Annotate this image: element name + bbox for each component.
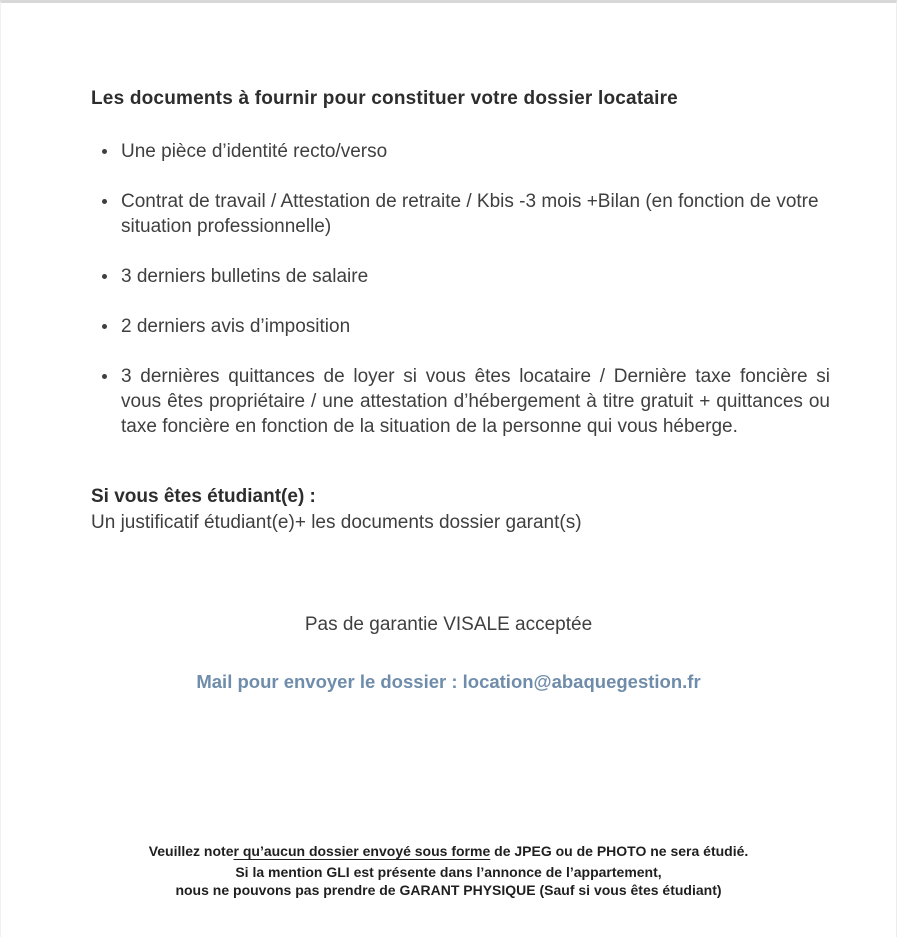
list-item xyxy=(91,189,830,239)
page-title: Les documents à fournir pour constituer votre dossier locataire xyxy=(91,88,678,109)
footer-line-1-suffix: de JPEG ou de PHOTO ne sera étudié. xyxy=(490,843,749,859)
list-item xyxy=(91,139,830,164)
bullet-icon xyxy=(102,374,107,379)
list-item xyxy=(91,364,830,439)
bullet-icon xyxy=(102,324,107,329)
list-item-text: Contrat de travail / Attestation de retraite / Kbis -3 mois +Bilan (en fonction de votre situation professionnelle) xyxy=(121,191,819,237)
list-item xyxy=(91,264,830,289)
mail-instruction: Mail pour envoyer le dossier : location@abaquegestion.fr xyxy=(196,671,701,692)
student-section-heading: Si vous êtes étudiant(e) : xyxy=(91,486,316,507)
list-item-text: 3 dernières quittances de loyer si vous êtes locataire / Dernière taxe foncière si vous êtes propriétaire / une attestation d’hébergement à titre gratuit + quittances ou taxe foncière en fonction de la situation de la personne qui vous héberge. xyxy=(121,366,830,437)
footer-line-1-underlined: r qu’aucun dossier envoyé sous forme xyxy=(233,843,491,859)
visale-note: Pas de garantie VISALE acceptée xyxy=(304,614,593,635)
bullet-icon xyxy=(102,199,107,204)
bullet-icon xyxy=(102,149,107,154)
student-section-text: Un justificatif étudiant(e)+ les documents dossier garant(s) xyxy=(91,512,582,533)
document-content xyxy=(1,3,896,536)
documents-list xyxy=(91,139,830,439)
list-item-text: 2 derniers avis d’imposition xyxy=(121,316,351,337)
footer-line-1-prefix: Veuillez note xyxy=(148,843,234,859)
footer-line-2: Si la mention GLI est présente dans l’annonce de l’appartement, xyxy=(235,864,662,880)
list-item xyxy=(91,314,830,339)
footer-note xyxy=(1,842,896,899)
list-item-text: Une pièce d’identité recto/verso xyxy=(121,141,388,162)
footer-line-3: nous ne pouvons pas prendre de GARANT PHYSIQUE (Sauf si vous êtes étudiant) xyxy=(175,882,722,898)
list-item-text: 3 derniers bulletins de salaire xyxy=(121,266,369,287)
bullet-icon xyxy=(102,274,107,279)
footer-line-1 xyxy=(1,842,896,860)
